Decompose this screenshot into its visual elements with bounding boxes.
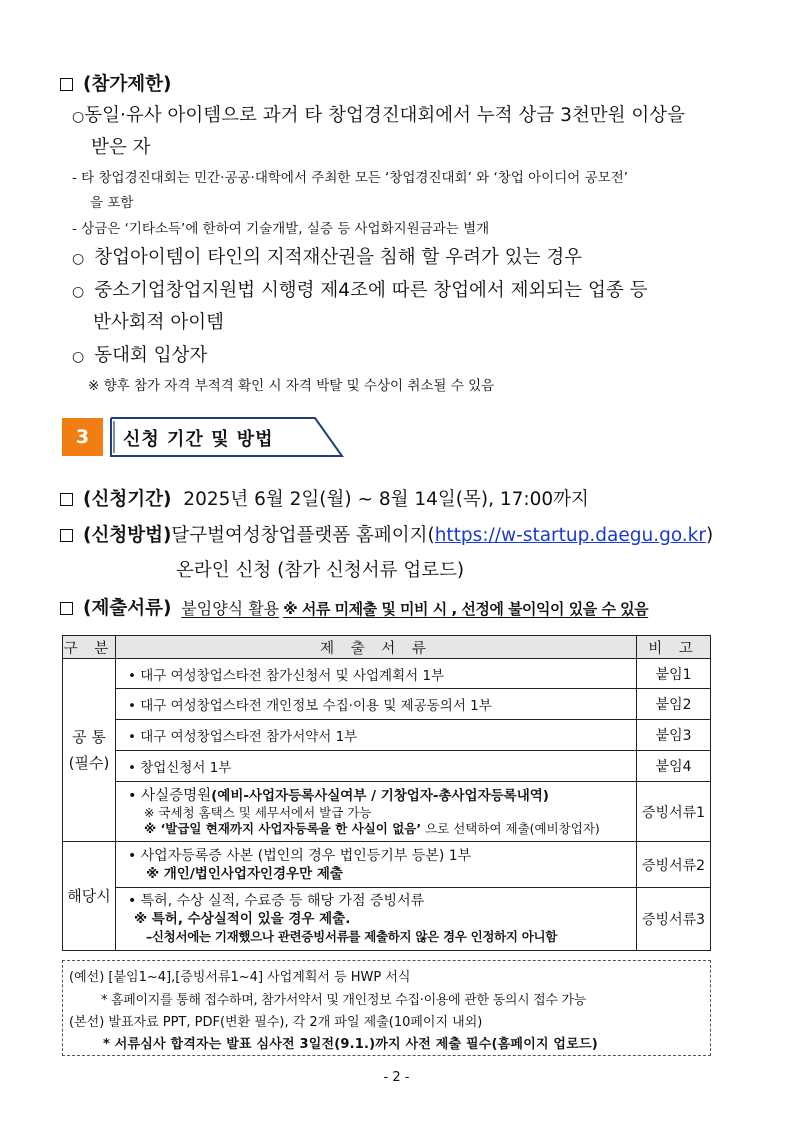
- website-link[interactable]: https://w-startup.daegu.go.kr: [434, 525, 707, 546]
- restrict-bullet-4: ○ 동대회 입상자: [72, 345, 208, 366]
- restrict-bullet-3-cont: 반사회적 아이템: [93, 312, 224, 333]
- checkbox-square-icon: [60, 78, 73, 91]
- page-number: - 2 -: [383, 1070, 410, 1085]
- restrict-note-1: - 타 창업경진대회는 민간·공공·대학에서 주최한 모든 ‘창업경진대회’ 와 ‘창업 아이디어 공모전’: [72, 170, 629, 186]
- table-cell-ref: 붙임3: [637, 720, 711, 751]
- restrict-bullet-2: ○ 창업아이템이 타인의 지적재산권을 침해 할 우려가 있는 경우: [72, 247, 583, 268]
- table-cell-item: • 특허, 수상 실적, 수료증 등 해당 가점 증빙서류 ※ 특허, 수상실적이 있을 경우 제출. –신청서에는 기재했으나 관련증빙서류를 제출하지 않은 경우 인정하지 아니함: [115, 888, 636, 951]
- table-row: [63, 782, 711, 842]
- restrict-bullet-1: ○동일·유사 아이템으로 과거 타 창업경진대회에서 누적 상금 3천만원 이상을: [72, 105, 686, 126]
- category-applicable: 해당시: [63, 842, 116, 951]
- table-header: 제 출 서 류: [115, 636, 636, 659]
- checkbox-square-icon: [60, 602, 73, 615]
- documents-table: [62, 635, 711, 951]
- checkbox-square-icon: [60, 529, 73, 542]
- circle-bullet-icon: ○: [72, 251, 85, 267]
- table-row: [63, 659, 711, 689]
- restrict-bullet-3: ○ 중소기업창업지원법 시행령 제4조에 따른 창업에서 제외되는 업종 등: [72, 280, 648, 301]
- restrict-heading: (참가제한): [60, 70, 171, 96]
- table-row: [63, 720, 711, 751]
- period-line: (신청기간) 2025년 6월 2일(월) ~ 8월 14일(목), 17:00까지: [60, 485, 589, 511]
- category-common: 공 통 (필수): [63, 659, 116, 842]
- restrict-note-2: - 상금은 ‘기타소득’에 한하여 기술개발, 실증 등 사업화지원금과는 별개: [72, 221, 490, 237]
- table-row: [63, 842, 711, 888]
- table-header-row: [63, 636, 711, 659]
- method-line-2: 온라인 신청 (참가 신청서류 업로드): [176, 560, 465, 581]
- table-header: 비 고: [637, 636, 711, 659]
- table-cell-ref: 붙임4: [637, 751, 711, 782]
- table-cell-item: • 대구 여성창업스타전 참가서약서 1부: [115, 720, 636, 751]
- table-cell-ref: 증빙서류2: [637, 842, 711, 888]
- table-row: [63, 751, 711, 782]
- circle-bullet-icon: ○: [72, 349, 85, 365]
- table-cell-ref: 증빙서류3: [637, 888, 711, 951]
- table-cell-item: • 사실증명원(예비-사업자등록사실여부 / 기창업자-총사업자등록내역) ※ 국세청 홈택스 및 세무서에서 발급 가능 ※ ‘발급일 현재까지 사업자등록을 한 사실이 없음’ 으로 선택하여 제출(예비창업자): [115, 782, 636, 842]
- table-cell-item: • 대구 여성창업스타전 개인정보 수집·이용 및 제공동의서 1부: [115, 689, 636, 720]
- section-title-banner: [109, 416, 345, 458]
- table-cell-ref: 붙임2: [637, 689, 711, 720]
- submission-info-box: [62, 960, 711, 1056]
- box-line-1: (예선) [붙임1~4],[증빙서류1~4] 사업계획서 등 HWP 서식: [69, 970, 411, 985]
- table-cell-item: • 대구 여성창업스타전 참가신청서 및 사업계획서 1부: [115, 659, 636, 689]
- table-cell-item: • 창업신청서 1부: [115, 751, 636, 782]
- restrict-warning: ※ 향후 참가 자격 부적격 확인 시 자격 박탈 및 수상이 취소될 수 있음: [88, 378, 495, 394]
- box-line-4: * 서류심사 합격자는 발표 심사전 3일전(9.1.)까지 사전 제출 필수(홈페이지 업로드): [103, 1037, 598, 1052]
- table-cell-item: • 사업자등록증 사본 (법인의 경우 법인등기부 등본) 1부 ※ 개인/법인사업자인경우만 제출: [115, 842, 636, 888]
- table-row: [63, 888, 711, 951]
- table-cell-ref: 증빙서류1: [637, 782, 711, 842]
- table-header: 구 분: [63, 636, 116, 659]
- circle-bullet-icon: ○: [72, 109, 85, 125]
- checkbox-square-icon: [60, 493, 73, 506]
- box-line-2: * 홈페이지를 통해 접수하며, 참가서약서 및 개인정보 수집·이용에 관한 동의시 접수 가능: [101, 993, 587, 1008]
- restrict-note-1-cont: 을 포함: [90, 195, 134, 211]
- docs-line: (제출서류) 붙임양식 활용 ※ 서류 미제출 및 미비 시 , 선정에 불이익이 있을 수 있음: [60, 594, 648, 620]
- table-row: [63, 689, 711, 720]
- box-line-3: (본선) 발표자료 PPT, PDF(변환 필수), 각 2개 파일 제출(10페이지 내외): [69, 1015, 483, 1030]
- section-number: 3: [62, 418, 103, 456]
- section-title: 신청 기간 및 방법: [123, 429, 274, 450]
- table-cell-ref: 붙임1: [637, 659, 711, 689]
- method-line: (신청방법)달구벌여성창업플랫폼 홈페이지(https://w-startup.daegu.go.kr): [60, 521, 713, 547]
- circle-bullet-icon: ○: [72, 284, 85, 300]
- restrict-bullet-1-cont: 받은 자: [91, 137, 151, 158]
